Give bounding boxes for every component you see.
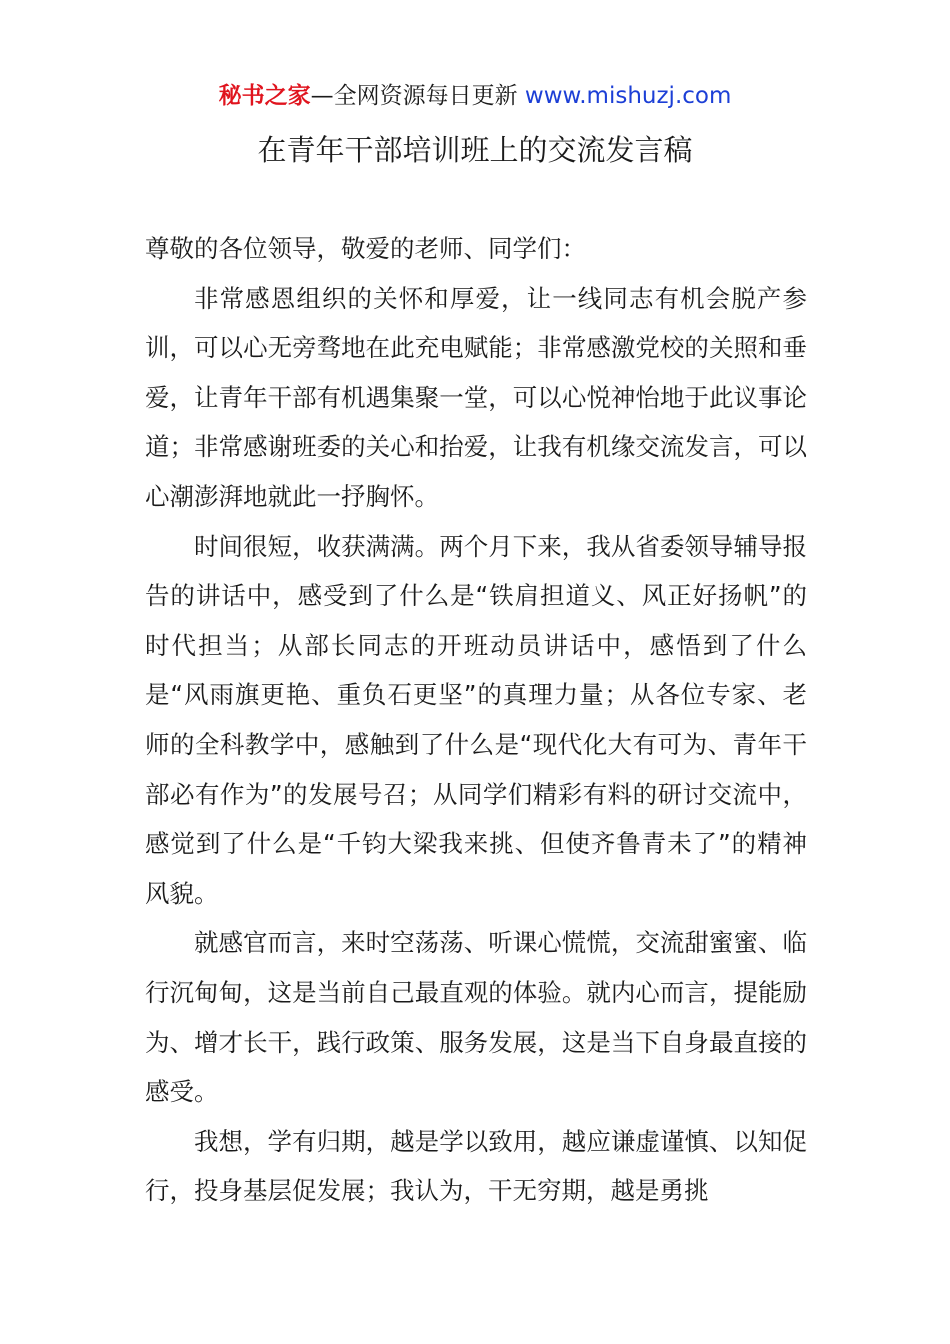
paragraph: 就感官而言，来时空荡荡、听课心慌慌，交流甜蜜蜜、临行沉甸甸，这是当前自己最直观的体验。就内心而言，提能励为、增才长干，践行政策、服务发展，这是当下自身最直接的感受。 xyxy=(145,928,807,1107)
site-tagline: —全网资源每日更新 xyxy=(310,83,518,109)
salutation: 尊敬的各位领导，敬爱的老师、同学们： xyxy=(145,234,586,263)
site-header xyxy=(0,80,950,112)
site-brand: 秘书之家 xyxy=(218,83,311,109)
site-url-link[interactable]: www.mishuzj.com xyxy=(524,83,732,109)
paragraph: 我想，学有归期，越是学以致用，越应谦虚谨慎、以知促行，投身基层促发展；我认为，干无穷期，越是勇挑 xyxy=(145,1126,807,1206)
document-title: 在青年干部培训班上的交流发言稿 xyxy=(257,133,693,167)
paragraph: 时间很短，收获满满。两个月下来，我从省委领导辅导报告的讲话中，感受到了什么是“铁肩担道义、风正好扬帆”的时代担当；从部长同志的开班动员讲话中，感悟到了什么是“风雨旗更艳、重负石更坚”的真理力量；从各位专家、老师的全科教学中，感触到了什么是“现代化大有可为、青年干部必有作为”的发展号召；从同学们精彩有料的研讨交流中，感觉到了什么是“千钧大梁我来挑、但使齐鲁青未了”的精神风貌。 xyxy=(145,531,807,908)
document-body xyxy=(145,224,807,1216)
paragraph: 非常感恩组织的关怀和厚爱，让一线同志有机会脱产参训，可以心无旁骛地在此充电赋能；非常感激党校的关照和垂爱，让青年干部有机遇集聚一堂，可以心悦神怡地于此议事论道；非常感谢班委的关心和抬爱，让我有机缘交流发言，可以心潮澎湃地就此一抒胸怀。 xyxy=(145,283,807,511)
